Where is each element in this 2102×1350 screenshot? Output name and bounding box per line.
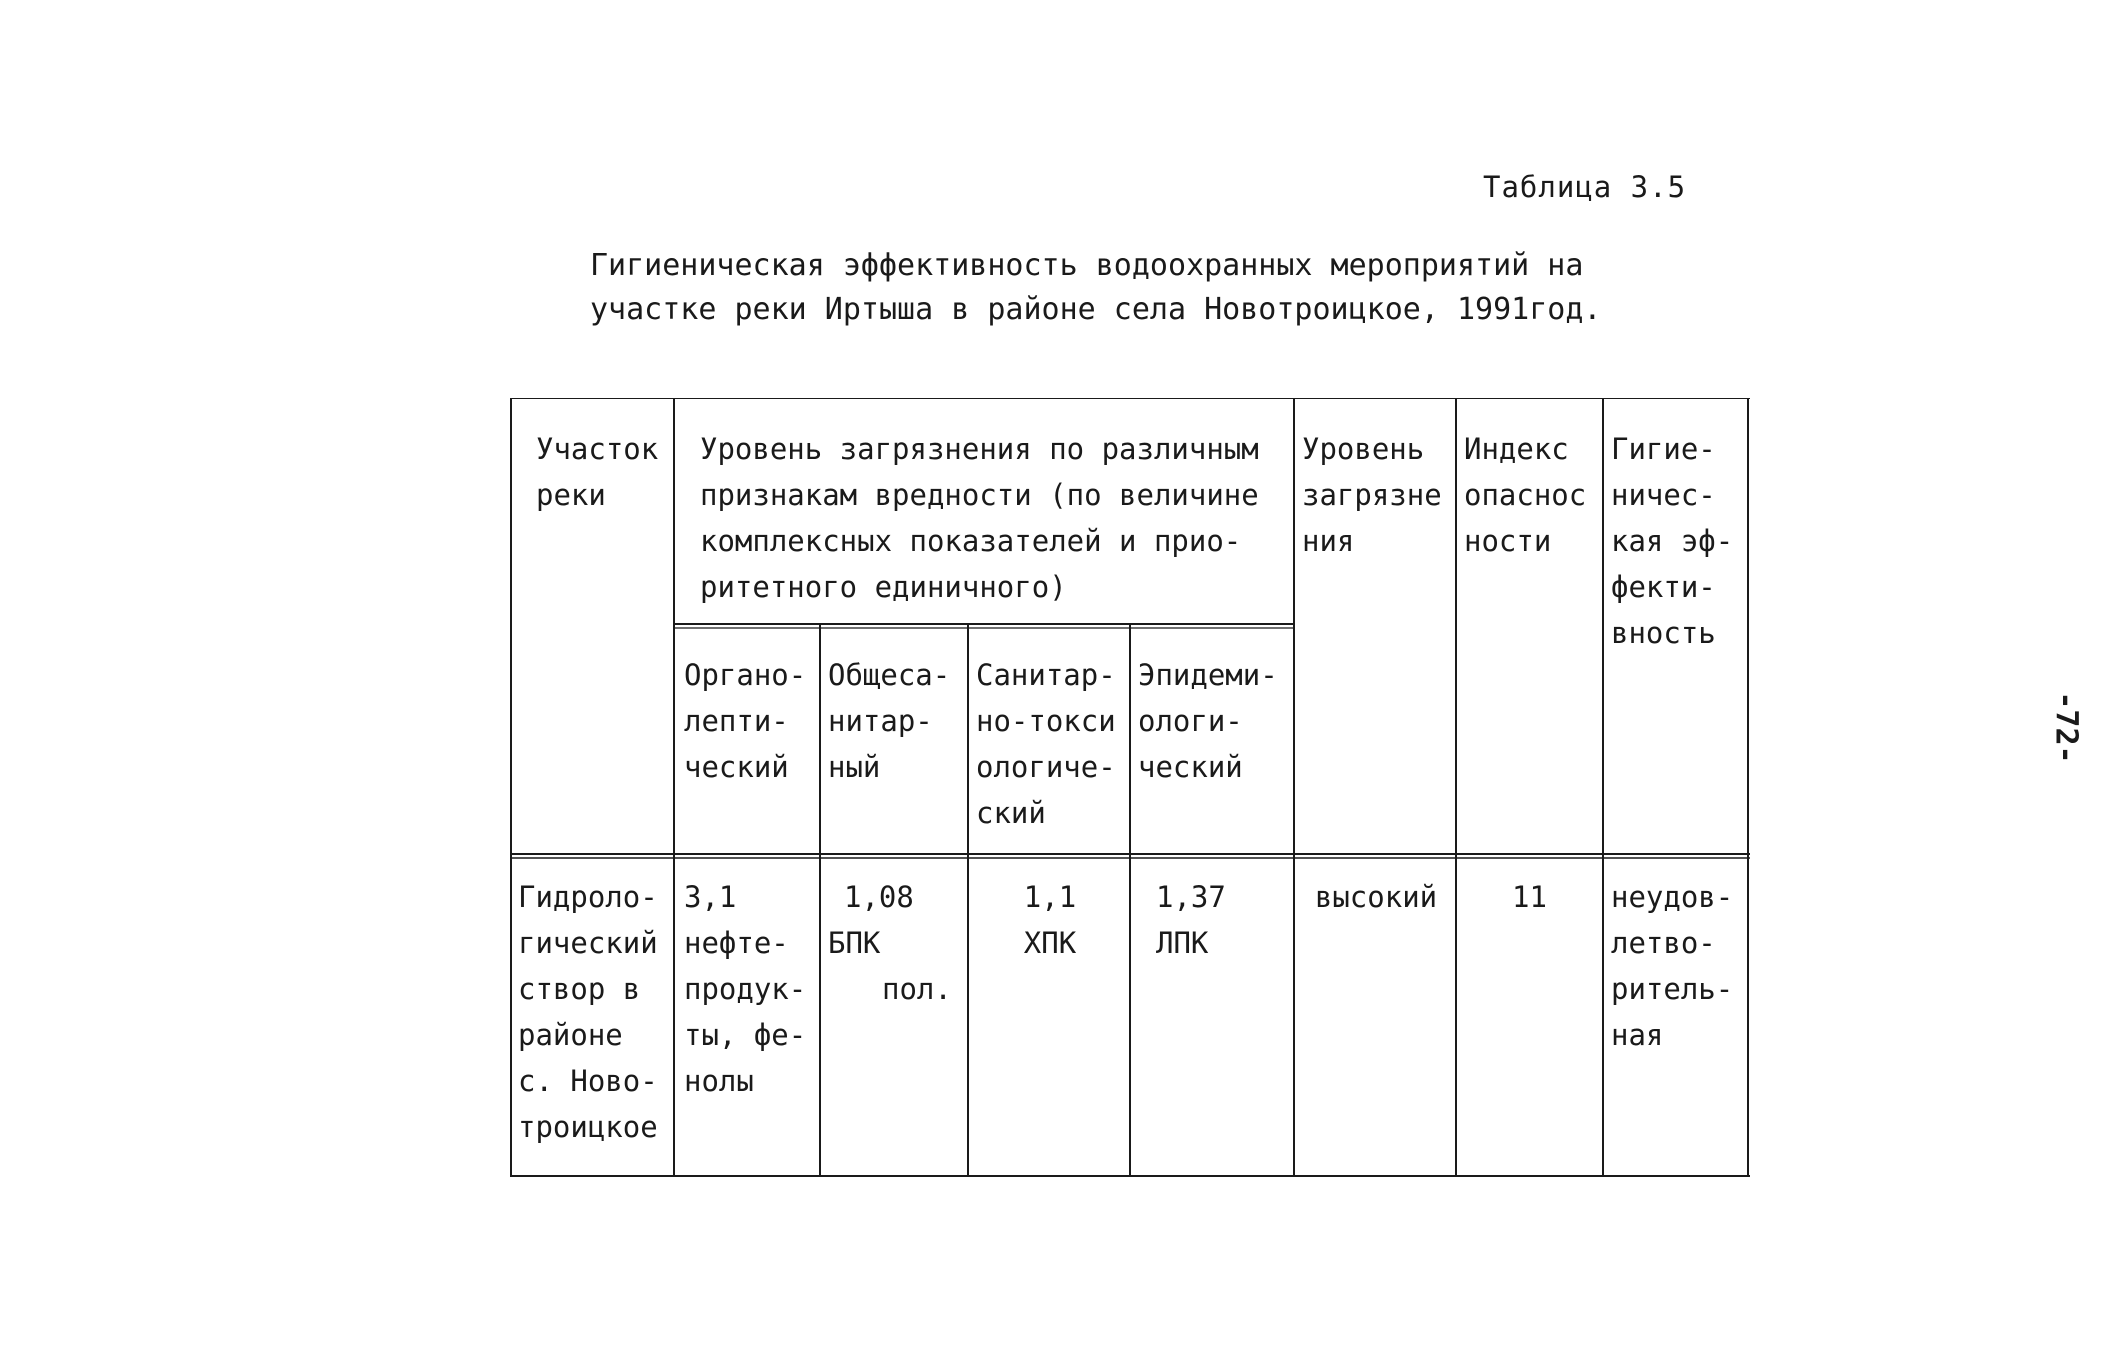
header-organoleptic: Органо- лепти- ческий — [684, 658, 807, 784]
row-organoleptic: 3,1 нефте- продук- ты, фе- нолы — [684, 880, 807, 1098]
table-number: Таблица 3.5 — [1483, 170, 1687, 204]
header-section: Участок реки — [536, 432, 659, 512]
header-sanitary-toxicological: Санитар- но-токси ологиче- ский — [976, 658, 1116, 830]
header-hygienic-efficiency: Гигие- ничес- кая эф- фекти- вность — [1611, 432, 1734, 650]
header-hazard-index: Индекс опаснос ности — [1464, 432, 1587, 558]
header-epidemiological: Эпидеми- ологи- ческий — [1138, 658, 1278, 784]
row-pollution-level: высокий — [1314, 880, 1438, 914]
data-table — [510, 398, 1750, 1178]
row-hygienic-efficiency: неудов- летво- ритель- ная — [1611, 880, 1734, 1052]
header-pollution-level: Уровень загрязне ния — [1302, 432, 1442, 558]
header-pollution-group: Уровень загрязнения по различным признакам вредности (по величине комплексных показателей и прио- ритетного единичного) — [700, 432, 1259, 604]
row-general-sanitary-value: 1,08 — [844, 880, 914, 914]
header-general-sanitary: Общеса- нитар- ный — [828, 658, 951, 784]
table-title-line-2: участке реки Иртыша в районе села Новотроицкое, 1991год. — [590, 292, 1602, 327]
row-general-sanitary-note2: пол. — [882, 972, 952, 1006]
row-sanitary-toxicological: 1,1 ХПК — [1023, 880, 1077, 960]
table-title-line-1: Гигиеническая эффективность водоохранных мероприятий на — [590, 248, 1584, 283]
row-general-sanitary-note: БПК — [828, 926, 881, 960]
row-section: Гидроло- гический створ в районе с. Ново- троицкое — [518, 880, 658, 1144]
table-title — [590, 244, 1601, 332]
page-number: -72- — [2048, 691, 2084, 764]
row-hazard-index: 11 — [1512, 880, 1547, 914]
row-epidemiological: 1,37 ЛПК — [1156, 880, 1226, 960]
